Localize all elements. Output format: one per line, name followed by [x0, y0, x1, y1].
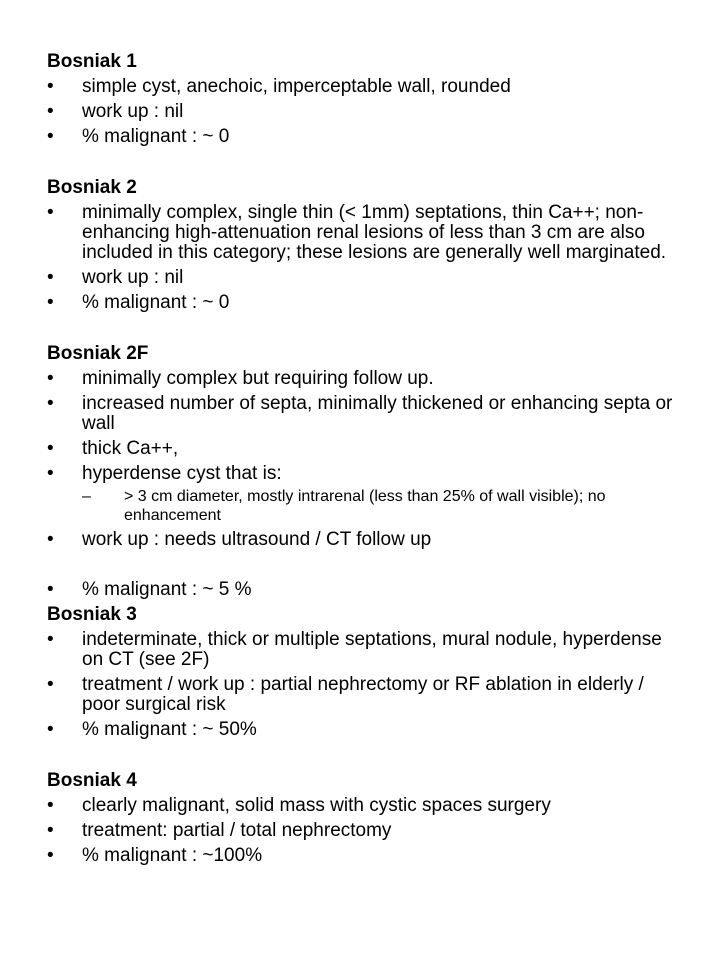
bullet-list [47, 630, 687, 740]
list-item [47, 127, 687, 147]
bullet-icon: • [47, 393, 54, 414]
list-item [47, 102, 687, 122]
list-item [47, 394, 687, 434]
bullet-icon: • [47, 719, 54, 740]
item-text: treatment: partial / total nephrectomy [82, 820, 392, 841]
bullet-icon: • [47, 463, 54, 484]
item-text: indeterminate, thick or multiple septations, mural nodule, hyperdense on CT (see 2F) [82, 629, 662, 670]
list-item [47, 369, 687, 389]
item-text: clearly malignant, solid mass with cystic spaces surgery [82, 795, 551, 816]
list-item [47, 580, 687, 600]
item-text: % malignant : ~ 5 % [82, 579, 252, 600]
bullet-icon: • [47, 267, 54, 288]
list-item [47, 720, 687, 740]
item-text: work up : nil [82, 101, 184, 122]
list-item [47, 675, 687, 715]
bullet-icon: • [47, 795, 54, 816]
list-item [47, 821, 687, 841]
section-bosniak-1 [47, 52, 687, 147]
section-bosniak-2 [47, 178, 687, 313]
list-item [47, 530, 687, 550]
section-bosniak-2f [47, 344, 687, 600]
document-page [47, 52, 687, 866]
bullet-list [47, 77, 687, 147]
item-text: work up : nil [82, 267, 184, 288]
list-item [47, 796, 687, 816]
sub-list-item [82, 487, 687, 525]
item-text: increased number of septa, minimally thickened or enhancing septa or wall [82, 393, 673, 434]
bullet-icon: • [47, 76, 54, 97]
bullet-icon: • [47, 202, 54, 223]
list-item [47, 439, 687, 459]
bullet-list [47, 369, 687, 600]
item-text: minimally complex, single thin (< 1mm) septations, thin Ca++; non-enhancing high-attenuation renal lesions of less than 3 cm are also included in this category; these lesions are generally well marginated. [82, 202, 667, 263]
section-bosniak-3 [47, 605, 687, 740]
item-text: % malignant : ~ 0 [82, 292, 230, 313]
bullet-icon: • [47, 126, 54, 147]
list-item [47, 293, 687, 313]
list-item [47, 464, 687, 525]
item-text: % malignant : ~ 0 [82, 126, 230, 147]
list-item [47, 203, 687, 263]
bullet-icon: • [47, 629, 54, 650]
section-heading: Bosniak 2 [47, 177, 137, 198]
list-item [47, 630, 687, 670]
bullet-icon: • [47, 674, 54, 695]
list-item [47, 77, 687, 97]
section-heading: Bosniak 1 [47, 51, 137, 72]
bullet-icon: • [47, 368, 54, 389]
item-text: % malignant : ~100% [82, 845, 263, 866]
item-text: thick Ca++, [82, 438, 179, 459]
bullet-list [47, 203, 687, 313]
bullet-icon: • [47, 845, 54, 866]
item-text: minimally complex but requiring follow up. [82, 368, 434, 389]
item-text: % malignant : ~ 50% [82, 719, 257, 740]
bullet-icon: • [47, 820, 54, 841]
item-text: simple cyst, anechoic, imperceptable wall, rounded [82, 76, 511, 97]
bullet-list [47, 796, 687, 866]
section-heading: Bosniak 4 [47, 770, 137, 791]
bullet-icon: • [47, 438, 54, 459]
dash-icon: – [82, 488, 91, 505]
bullet-icon: • [47, 579, 54, 600]
item-text: work up : needs ultrasound / CT follow up [82, 529, 432, 550]
section-heading: Bosniak 2F [47, 343, 149, 364]
item-text: treatment / work up : partial nephrectomy or RF ablation in elderly / poor surgical risk [82, 674, 644, 715]
bullet-icon: • [47, 101, 54, 122]
bullet-icon: • [47, 292, 54, 313]
sub-item-text: > 3 cm diameter, mostly intrarenal (less than 25% of wall visible); no enhancement [124, 488, 606, 524]
item-text: hyperdense cyst that is: [82, 463, 282, 484]
list-item [47, 268, 687, 288]
sub-list [82, 487, 687, 525]
section-heading: Bosniak 3 [47, 604, 137, 625]
section-bosniak-4 [47, 771, 687, 866]
list-item [47, 846, 687, 866]
bullet-icon: • [47, 529, 54, 550]
